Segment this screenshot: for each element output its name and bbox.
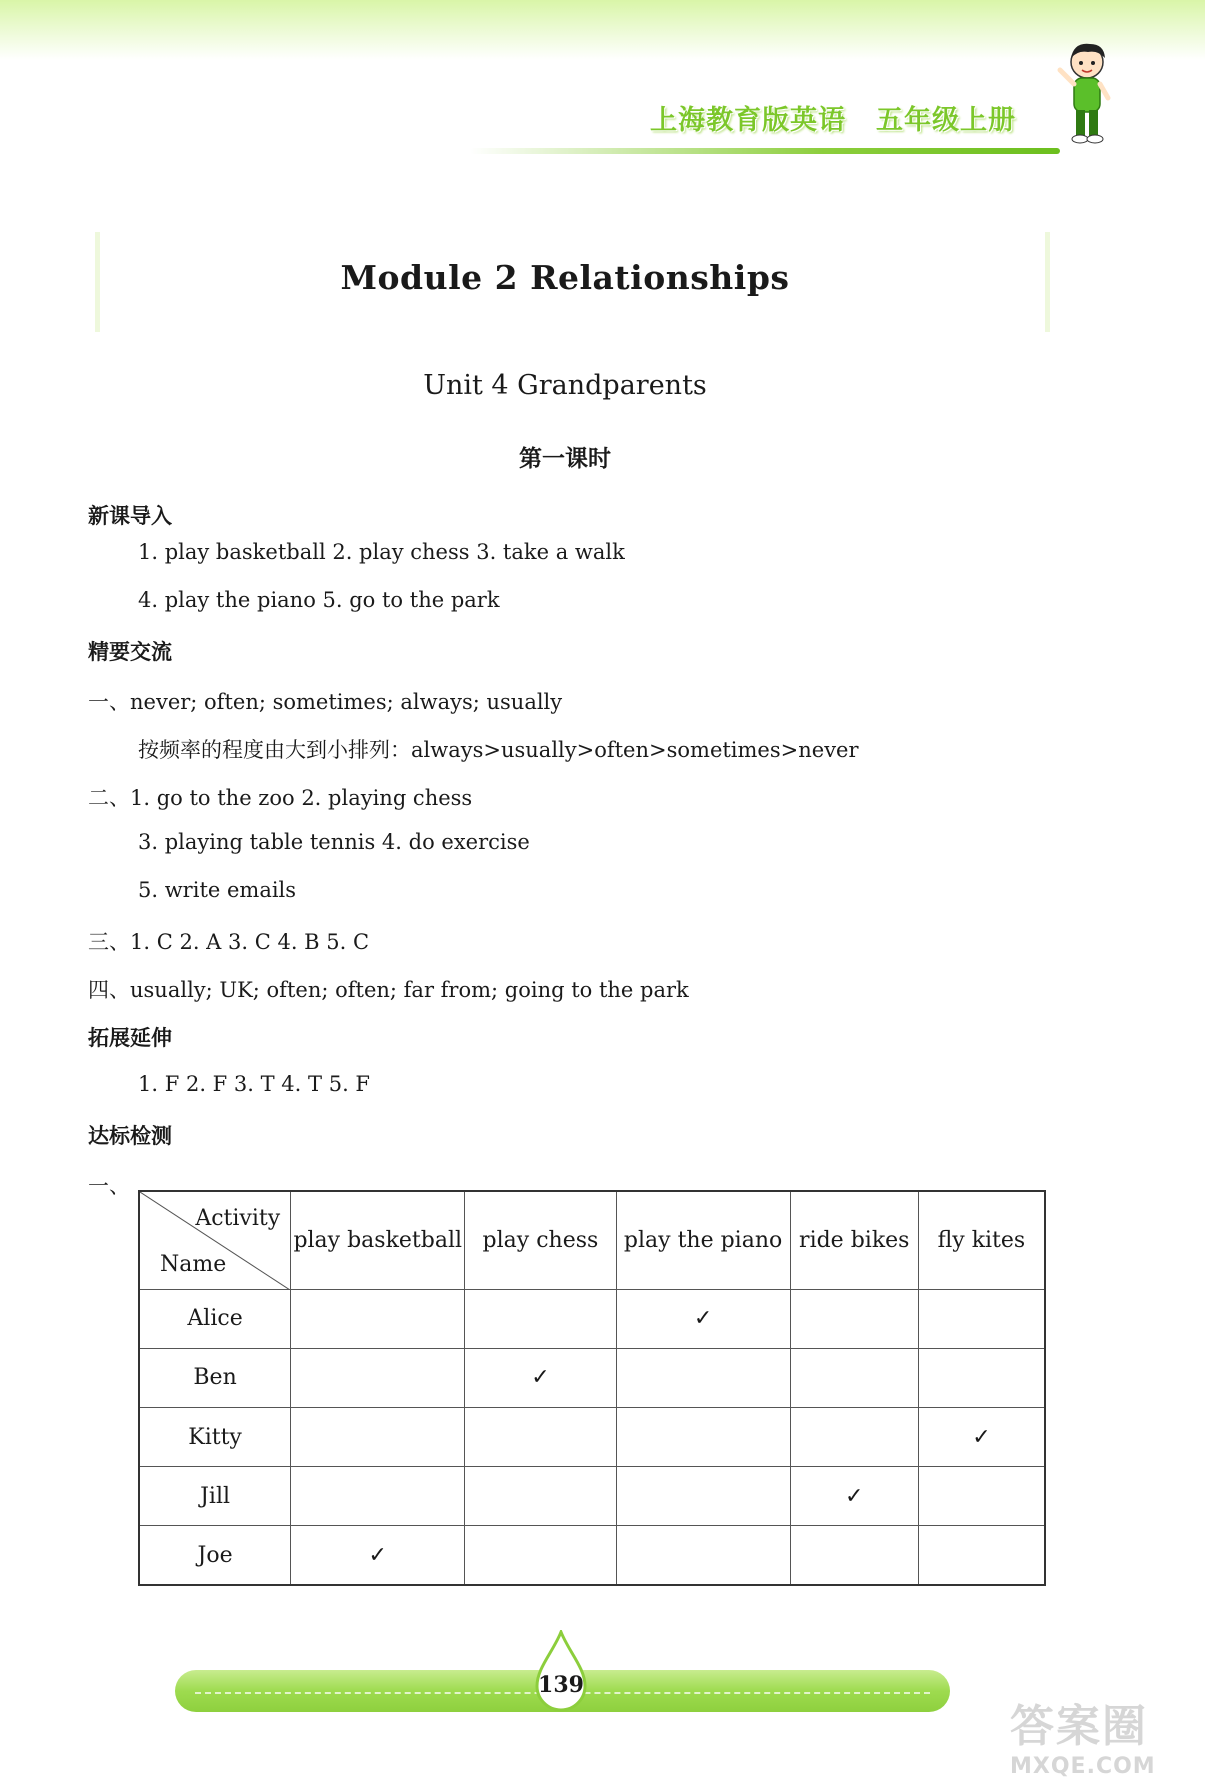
check-cell (790, 1408, 918, 1467)
check-cell: ✓ (918, 1408, 1045, 1467)
grade-label: 五年级上册 (876, 105, 1016, 136)
exchange-q1-note: 按频率的程度由大到小排列：always>usually>often>sometimes>never (138, 738, 859, 762)
check-cell (918, 1348, 1045, 1407)
corner-activity-label: Activity (195, 1206, 281, 1231)
check-cell: ✓ (790, 1467, 918, 1526)
exchange-q4: 四、usually; UK; often; often; far from; going to the park (88, 978, 689, 1002)
module-title: Module 2 Relationships (340, 258, 790, 297)
check-cell (918, 1467, 1045, 1526)
check-cell: ✓ (465, 1348, 616, 1407)
check-cell (291, 1348, 465, 1407)
header-underline (470, 148, 1060, 154)
top-gradient-band (0, 0, 1205, 60)
check-cell (790, 1289, 918, 1348)
lesson-title: 第一课时 (519, 446, 611, 472)
check-cell (291, 1408, 465, 1467)
check-cell (465, 1289, 616, 1348)
table-header-row (139, 1191, 1045, 1289)
check-cell (465, 1467, 616, 1526)
table-header-cell: fly kites (918, 1191, 1045, 1289)
check-cell (616, 1526, 790, 1585)
test-question-marker: 一、 (88, 1174, 130, 1198)
section-heading-exchange: 精要交流 (88, 640, 172, 664)
corner-name-label: Name (160, 1251, 227, 1277)
intro-answers-line-1: 1. play basketball 2. play chess 3. take a walk (138, 540, 625, 564)
page-number: 139 (538, 1672, 584, 1698)
check-cell (790, 1348, 918, 1407)
unit-title: Unit 4 Grandparents (423, 370, 707, 401)
row-name-cell: Ben (139, 1348, 291, 1407)
watermark (1010, 1690, 1200, 1790)
row-name-cell: Jill (139, 1467, 291, 1526)
table-header-cell: play chess (465, 1191, 616, 1289)
boy-mascot-icon (1052, 40, 1122, 150)
check-cell (918, 1289, 1045, 1348)
row-name-cell: Alice (139, 1289, 291, 1348)
book-name: 上海教育版英语 (650, 105, 846, 136)
watermark-logo-text: 答案圈 (1010, 1701, 1148, 1752)
check-cell (918, 1526, 1045, 1585)
table-row (139, 1526, 1045, 1585)
table-row (139, 1467, 1045, 1526)
check-cell (616, 1408, 790, 1467)
extension-answers: 1. F 2. F 3. T 4. T 5. F (138, 1072, 370, 1096)
check-cell (616, 1348, 790, 1407)
exchange-q3: 三、1. C 2. A 3. C 4. B 5. C (88, 930, 370, 954)
intro-answers-line-2: 4. play the piano 5. go to the park (138, 588, 500, 612)
section-heading-intro: 新课导入 (88, 504, 172, 528)
section-heading-test: 达标检测 (88, 1124, 172, 1148)
check-cell: ✓ (616, 1289, 790, 1348)
section-heading-extension: 拓展延伸 (88, 1026, 172, 1050)
row-name-cell: Joe (139, 1526, 291, 1585)
check-cell (465, 1526, 616, 1585)
table-header-cell: play the piano (616, 1191, 790, 1289)
table-header-cell: ride bikes (790, 1191, 918, 1289)
activity-table (138, 1190, 1046, 1586)
check-cell (790, 1526, 918, 1585)
check-cell (616, 1467, 790, 1526)
table-row (139, 1289, 1045, 1348)
table-row (139, 1348, 1045, 1407)
check-cell (465, 1408, 616, 1467)
exchange-q2-line-2: 3. playing table tennis 4. do exercise (138, 830, 530, 854)
check-cell (291, 1467, 465, 1526)
exchange-q2-line-3: 5. write emails (138, 878, 297, 902)
check-cell: ✓ (291, 1526, 465, 1585)
table-row (139, 1408, 1045, 1467)
exchange-q1: 一、never; often; sometimes; always; usually (88, 690, 563, 714)
row-name-cell: Kitty (139, 1408, 291, 1467)
book-header-title (650, 98, 1060, 142)
table-corner-cell (139, 1191, 291, 1289)
table-header-cell: play basketball (291, 1191, 465, 1289)
watermark-site-text: MXQE.COM (1010, 1754, 1156, 1779)
check-cell (291, 1289, 465, 1348)
exchange-q2-line-1: 二、1. go to the zoo 2. playing chess (88, 786, 473, 810)
